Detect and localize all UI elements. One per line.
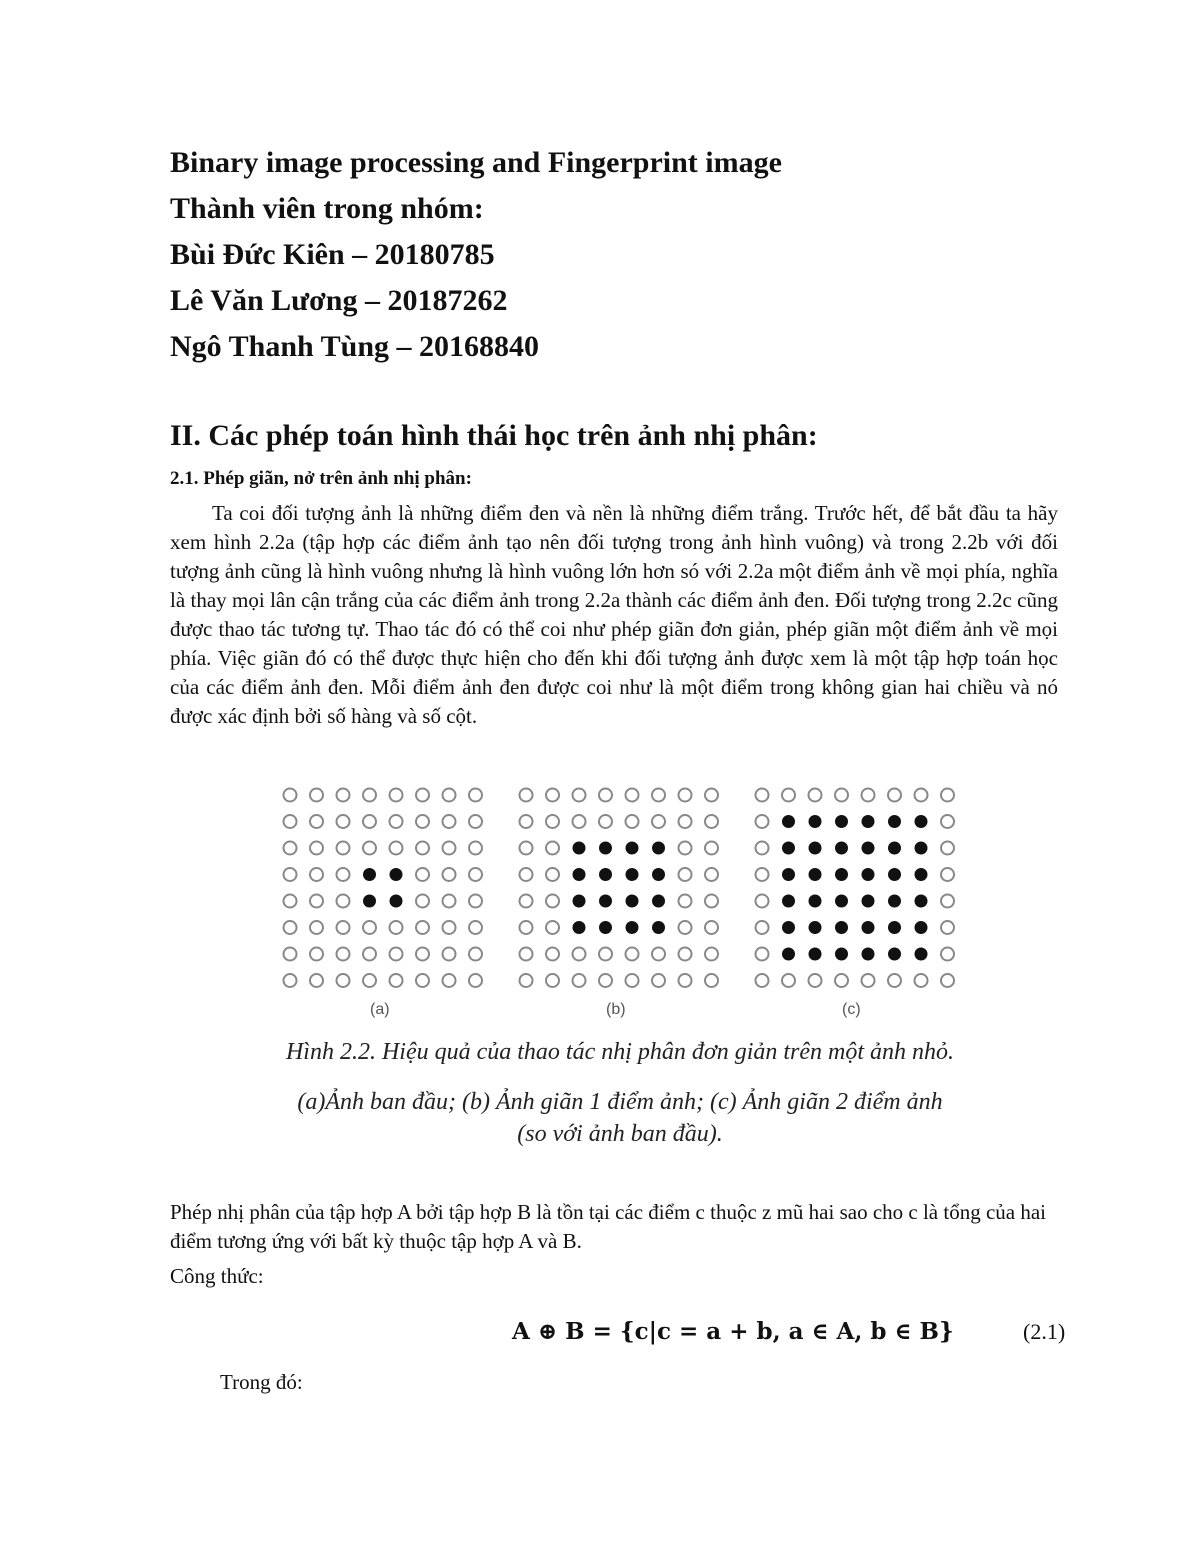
black-pixel-dot — [652, 921, 665, 934]
white-pixel-dot — [416, 789, 429, 802]
black-pixel-dot — [626, 921, 639, 934]
black-pixel-dot — [835, 842, 848, 855]
white-pixel-dot — [705, 895, 718, 908]
black-pixel-dot — [782, 921, 795, 934]
white-pixel-dot — [756, 948, 769, 961]
white-pixel-dot — [756, 868, 769, 881]
white-pixel-dot — [652, 789, 665, 802]
white-pixel-dot — [599, 789, 612, 802]
black-pixel-dot — [809, 921, 822, 934]
white-pixel-dot — [705, 842, 718, 855]
white-pixel-dot — [284, 868, 297, 881]
black-pixel-dot — [862, 921, 875, 934]
white-pixel-dot — [443, 974, 456, 987]
black-pixel-dot — [626, 868, 639, 881]
black-pixel-dot — [599, 868, 612, 881]
white-pixel-dot — [546, 815, 559, 828]
white-pixel-dot — [520, 842, 533, 855]
black-pixel-dot — [626, 895, 639, 908]
white-pixel-dot — [416, 842, 429, 855]
white-pixel-dot — [679, 789, 692, 802]
white-pixel-dot — [652, 974, 665, 987]
black-pixel-dot — [573, 842, 586, 855]
white-pixel-dot — [363, 921, 376, 934]
white-pixel-dot — [941, 895, 954, 908]
white-pixel-dot — [782, 974, 795, 987]
white-pixel-dot — [284, 974, 297, 987]
white-pixel-dot — [363, 789, 376, 802]
white-pixel-dot — [756, 815, 769, 828]
black-pixel-dot — [652, 868, 665, 881]
white-pixel-dot — [705, 921, 718, 934]
black-pixel-dot — [573, 921, 586, 934]
black-pixel-dot — [809, 815, 822, 828]
dilation-grids — [270, 775, 990, 1000]
black-pixel-dot — [782, 948, 795, 961]
white-pixel-dot — [469, 789, 482, 802]
white-pixel-dot — [941, 868, 954, 881]
black-pixel-dot — [809, 948, 822, 961]
black-pixel-dot — [915, 842, 928, 855]
black-pixel-dot — [862, 868, 875, 881]
white-pixel-dot — [363, 974, 376, 987]
black-pixel-dot — [782, 815, 795, 828]
white-pixel-dot — [520, 868, 533, 881]
white-pixel-dot — [915, 974, 928, 987]
white-pixel-dot — [469, 868, 482, 881]
white-pixel-dot — [310, 815, 323, 828]
white-pixel-dot — [337, 789, 350, 802]
white-pixel-dot — [573, 974, 586, 987]
black-pixel-dot — [862, 948, 875, 961]
panel-b-label: (b) — [606, 1001, 626, 1018]
white-pixel-dot — [546, 895, 559, 908]
white-pixel-dot — [337, 842, 350, 855]
document-title: Binary image processing and Fingerprint image — [170, 146, 782, 179]
white-pixel-dot — [416, 815, 429, 828]
black-pixel-dot — [915, 895, 928, 908]
white-pixel-dot — [626, 789, 639, 802]
black-pixel-dot — [888, 895, 901, 908]
white-pixel-dot — [941, 974, 954, 987]
black-pixel-dot — [835, 948, 848, 961]
section-title: II. Các phép toán hình thái học trên ảnh nhị phân: — [170, 419, 818, 452]
white-pixel-dot — [679, 815, 692, 828]
figure-2-2 — [270, 775, 990, 1155]
black-pixel-dot — [363, 895, 376, 908]
white-pixel-dot — [469, 842, 482, 855]
white-pixel-dot — [390, 842, 403, 855]
white-pixel-dot — [416, 974, 429, 987]
white-pixel-dot — [679, 948, 692, 961]
white-pixel-dot — [705, 974, 718, 987]
white-pixel-dot — [310, 921, 323, 934]
white-pixel-dot — [390, 815, 403, 828]
white-pixel-dot — [443, 921, 456, 934]
equation-number: (2.1) — [1023, 1319, 1066, 1344]
white-pixel-dot — [443, 789, 456, 802]
formula-label: Công thức: — [170, 1264, 264, 1288]
white-pixel-dot — [443, 948, 456, 961]
white-pixel-dot — [626, 815, 639, 828]
white-pixel-dot — [390, 974, 403, 987]
white-pixel-dot — [546, 921, 559, 934]
white-pixel-dot — [520, 974, 533, 987]
white-pixel-dot — [809, 789, 822, 802]
black-pixel-dot — [862, 815, 875, 828]
white-pixel-dot — [337, 948, 350, 961]
white-pixel-dot — [469, 895, 482, 908]
black-pixel-dot — [599, 921, 612, 934]
black-pixel-dot — [809, 895, 822, 908]
white-pixel-dot — [915, 789, 928, 802]
white-pixel-dot — [756, 895, 769, 908]
white-pixel-dot — [941, 842, 954, 855]
black-pixel-dot — [573, 895, 586, 908]
white-pixel-dot — [546, 789, 559, 802]
white-pixel-dot — [469, 948, 482, 961]
white-pixel-dot — [835, 789, 848, 802]
white-pixel-dot — [679, 921, 692, 934]
black-pixel-dot — [809, 868, 822, 881]
black-pixel-dot — [363, 868, 376, 881]
black-pixel-dot — [835, 868, 848, 881]
header-block — [170, 140, 1070, 370]
member-1: Bùi Đức Kiên – 20180785 — [170, 238, 495, 271]
white-pixel-dot — [416, 895, 429, 908]
white-pixel-dot — [756, 789, 769, 802]
white-pixel-dot — [756, 842, 769, 855]
white-pixel-dot — [520, 815, 533, 828]
white-pixel-dot — [310, 948, 323, 961]
white-pixel-dot — [941, 921, 954, 934]
black-pixel-dot — [862, 842, 875, 855]
black-pixel-dot — [599, 842, 612, 855]
black-pixel-dot — [782, 842, 795, 855]
black-pixel-dot — [835, 895, 848, 908]
white-pixel-dot — [284, 842, 297, 855]
subsection-title: 2.1. Phép giãn, nở trên ảnh nhị phân: — [170, 468, 472, 489]
white-pixel-dot — [599, 974, 612, 987]
figure-caption-line-1: Hình 2.2. Hiệu quả của thao tác nhị phân đơn giản trên một ảnh nhỏ. — [285, 1039, 955, 1065]
white-pixel-dot — [599, 948, 612, 961]
white-pixel-dot — [941, 815, 954, 828]
white-pixel-dot — [284, 948, 297, 961]
white-pixel-dot — [679, 895, 692, 908]
white-pixel-dot — [310, 842, 323, 855]
white-pixel-dot — [416, 948, 429, 961]
black-pixel-dot — [390, 895, 403, 908]
white-pixel-dot — [626, 974, 639, 987]
white-pixel-dot — [416, 921, 429, 934]
grid-panel-c — [756, 789, 955, 988]
white-pixel-dot — [337, 974, 350, 987]
white-pixel-dot — [337, 815, 350, 828]
white-pixel-dot — [626, 948, 639, 961]
white-pixel-dot — [363, 842, 376, 855]
white-pixel-dot — [941, 789, 954, 802]
black-pixel-dot — [782, 868, 795, 881]
where-label: Trong đó: — [220, 1370, 303, 1394]
panel-a-label: (a) — [370, 1001, 390, 1018]
white-pixel-dot — [284, 895, 297, 908]
white-pixel-dot — [310, 789, 323, 802]
black-pixel-dot — [888, 815, 901, 828]
figure-caption-line-2: (a)Ảnh ban đầu; (b) Ảnh giãn 1 điểm ảnh; (c) Ảnh giãn 2 điểm ảnh — [297, 1089, 943, 1115]
white-pixel-dot — [363, 815, 376, 828]
white-pixel-dot — [337, 921, 350, 934]
white-pixel-dot — [705, 815, 718, 828]
black-pixel-dot — [835, 815, 848, 828]
white-pixel-dot — [469, 921, 482, 934]
white-pixel-dot — [756, 921, 769, 934]
white-pixel-dot — [546, 948, 559, 961]
black-pixel-dot — [652, 895, 665, 908]
black-pixel-dot — [599, 895, 612, 908]
white-pixel-dot — [520, 789, 533, 802]
white-pixel-dot — [756, 974, 769, 987]
white-pixel-dot — [520, 948, 533, 961]
white-pixel-dot — [546, 974, 559, 987]
white-pixel-dot — [443, 815, 456, 828]
white-pixel-dot — [520, 895, 533, 908]
white-pixel-dot — [941, 948, 954, 961]
white-pixel-dot — [390, 789, 403, 802]
white-pixel-dot — [705, 789, 718, 802]
white-pixel-dot — [310, 974, 323, 987]
white-pixel-dot — [888, 974, 901, 987]
white-pixel-dot — [546, 868, 559, 881]
white-pixel-dot — [469, 815, 482, 828]
black-pixel-dot — [915, 815, 928, 828]
black-pixel-dot — [809, 842, 822, 855]
white-pixel-dot — [652, 948, 665, 961]
black-pixel-dot — [573, 868, 586, 881]
grid-panel-a — [284, 789, 483, 988]
white-pixel-dot — [284, 921, 297, 934]
white-pixel-dot — [888, 789, 901, 802]
white-pixel-dot — [363, 948, 376, 961]
member-3: Ngô Thanh Tùng – 20168840 — [170, 330, 540, 363]
black-pixel-dot — [652, 842, 665, 855]
white-pixel-dot — [443, 842, 456, 855]
white-pixel-dot — [599, 815, 612, 828]
black-pixel-dot — [862, 895, 875, 908]
black-pixel-dot — [782, 895, 795, 908]
black-pixel-dot — [888, 868, 901, 881]
white-pixel-dot — [573, 815, 586, 828]
white-pixel-dot — [390, 948, 403, 961]
white-pixel-dot — [573, 948, 586, 961]
white-pixel-dot — [546, 842, 559, 855]
white-pixel-dot — [520, 921, 533, 934]
white-pixel-dot — [337, 868, 350, 881]
white-pixel-dot — [469, 974, 482, 987]
paragraph-1: Ta coi đối tượng ảnh là những điểm đen và nền là những điểm trắng. Trước hết, để bắt đầu ta hãy xem hình 2.2a (tập hợp các điểm ảnh tạo nên đối tượng trong ảnh hình vuông) và trong 2.2b với đối tượng ảnh cũng là hình vuông nhưng là hình vuông lớn hơn só với 2.2a một điểm ảnh về mọi phía, nghĩa là thay mọi lân cận trắng của các điểm ảnh trong 2.2a thành các điểm ảnh đen. Đối tượng trong 2.2c cũng được thao tác tương tự. Thao tác đó có thể coi như phép giãn đơn giản, phép giãn một điểm ảnh về mọi phía. Việc giãn đó có thể được thực hiện cho đến khi đối tượng ảnh được xem là một tập hợp toán học của các điểm ảnh đen. Mỗi điểm ảnh đen được coi như là một điểm trong không gian hai chiều và nó được xác định bởi số hàng và số cột. — [170, 501, 1058, 728]
black-pixel-dot — [888, 842, 901, 855]
dilation-formula: A ⊕ B = {c|c = a + b, a ∈ A, b ∈ B} — [512, 1318, 954, 1345]
white-pixel-dot — [679, 974, 692, 987]
black-pixel-dot — [390, 868, 403, 881]
white-pixel-dot — [809, 974, 822, 987]
members-label: Thành viên trong nhóm: — [170, 192, 484, 225]
black-pixel-dot — [626, 842, 639, 855]
white-pixel-dot — [782, 789, 795, 802]
black-pixel-dot — [915, 868, 928, 881]
panel-c-label: (c) — [842, 1001, 861, 1018]
white-pixel-dot — [390, 921, 403, 934]
white-pixel-dot — [862, 974, 875, 987]
white-pixel-dot — [652, 815, 665, 828]
white-pixel-dot — [337, 895, 350, 908]
grid-panel-b — [520, 789, 719, 988]
member-2: Lê Văn Lương – 20187262 — [170, 284, 508, 317]
paragraph-2: Phép nhị phân của tập hợp A bởi tập hợp B là tồn tại các điểm c thuộc z mũ hai sao cho c là tổng của hai điểm tương ứng với bất kỳ thuộc tập hợp A và B. — [170, 1200, 1047, 1253]
white-pixel-dot — [835, 974, 848, 987]
white-pixel-dot — [705, 948, 718, 961]
white-pixel-dot — [310, 895, 323, 908]
black-pixel-dot — [915, 921, 928, 934]
black-pixel-dot — [888, 921, 901, 934]
white-pixel-dot — [284, 815, 297, 828]
white-pixel-dot — [443, 868, 456, 881]
white-pixel-dot — [310, 868, 323, 881]
figure-caption-line-3: (so với ảnh ban đầu). — [517, 1121, 723, 1147]
white-pixel-dot — [862, 789, 875, 802]
white-pixel-dot — [284, 789, 297, 802]
white-pixel-dot — [443, 895, 456, 908]
white-pixel-dot — [679, 842, 692, 855]
black-pixel-dot — [888, 948, 901, 961]
white-pixel-dot — [573, 789, 586, 802]
black-pixel-dot — [835, 921, 848, 934]
black-pixel-dot — [915, 948, 928, 961]
white-pixel-dot — [679, 868, 692, 881]
white-pixel-dot — [705, 868, 718, 881]
white-pixel-dot — [416, 868, 429, 881]
